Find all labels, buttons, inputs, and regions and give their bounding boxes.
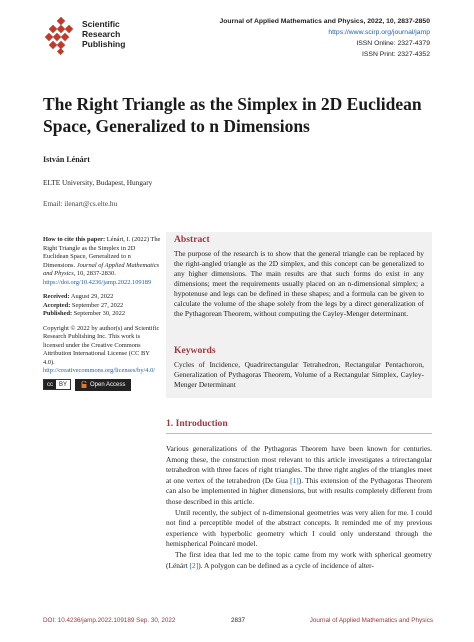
paper-title: The Right Triangle as the Simplex in 2D Euclidean Space, Generalized to n Dimensions: [43, 94, 422, 136]
footer-journal: Journal of Applied Mathematics and Physics: [309, 617, 433, 624]
keywords-heading: Keywords: [174, 345, 216, 356]
cc-by-badge[interactable]: [43, 379, 71, 390]
cite-doi-link[interactable]: https://doi.org/10.4236/jamp.2022.109189: [43, 278, 152, 286]
keywords-box: [166, 343, 432, 398]
open-lock-icon: [81, 381, 87, 388]
cite-label: How to cite this paper:: [43, 236, 106, 243]
cite-text: Lénárt, I. (2022) The Right Triangle as the Simplex in 2D Euclidean Space, Generalized to n Dimensions.: [43, 236, 161, 269]
by-icon: BY: [59, 381, 68, 388]
journal-info: [219, 16, 430, 60]
issn-print: ISSN Print: 2327-4352: [361, 51, 430, 58]
cc-icon: cc: [44, 380, 56, 389]
intro-p3-text-a: The first idea that led me to the topic came from my work with spherical geometry (Lénárt: [166, 549, 432, 570]
cite-journal: Journal of Applied Mathematics and Physics: [43, 261, 160, 277]
introduction-section: [166, 418, 432, 571]
accepted-label: Accepted:: [43, 301, 71, 309]
dates-block: [43, 293, 161, 319]
page-header: [0, 0, 474, 80]
copyright-text: Copyright © 2022 by author(s) and Scientific Research Publishing Inc. This work is licensed under the Creative Commons Attribution International License (CC BY 4.0).: [43, 324, 160, 366]
received-label: Received:: [43, 293, 70, 300]
abstract-text: The purpose of the research is to show that the general triangle can be replaced by the right-angled triangle as the 2D simplex, and this concept can be generalized to any higher dimensions. The main results are that such forms do exist in any dimensions; meet the requirements usually placed on an n-dimensional simplex; a hypotenuse and legs can be defined in these shapes; and a formula can be given to calculate the volume of the shape solely from the legs by a direct generalization of the Pythagorean Theorem, without computing the Cayley-Menger determinant.: [174, 249, 424, 318]
introduction-heading: 1. Introduction: [166, 418, 432, 434]
received-date: August 29, 2022: [69, 293, 114, 300]
publisher-line: Research: [82, 29, 121, 39]
journal-reference: Journal of Applied Mathematics and Physics, 2022, 10, 2837-2850: [219, 18, 430, 25]
author-email[interactable]: Email: ilenart@cs.elte.hu: [43, 199, 118, 208]
author-affiliation: ELTE University, Budapest, Hungary: [43, 178, 153, 187]
license-link[interactable]: http://creativecommons.org/licenses/by/4.0/: [43, 367, 156, 374]
published-date: September 30, 2022: [72, 310, 126, 317]
keywords-text: Cycles of Incidence, Quadrirectangular Tetrahedron, Rectangular Pentachoron, Generalization of Pythagoras Theorem, Volume of a Rectangular Simplex, Cayley-Menger Determinant: [174, 360, 424, 389]
intro-p3-text-b: ). A polygon can be defined as a cycle of incidence of alter-: [198, 560, 374, 570]
footer-doi: DOI: 10.4236/jamp.2022.109189 Sep. 30, 2022: [43, 617, 176, 624]
citation-link[interactable]: [1]: [290, 475, 299, 485]
citation-block: [43, 236, 161, 287]
issn-online: ISSN Online: 2327-4379: [356, 40, 430, 47]
accepted-date: September 27, 2022: [70, 301, 124, 309]
abstract-heading: Abstract: [174, 234, 210, 245]
intro-p1-text-a: Various generalizations of the Pythagoras Theorem have been known for centuries. Among these, the construction most relevant to this article investigates a trirectangular tetrahedron with three faces of right triangles. The three right angles of the triangles meet at one vertex of the tetrahedron (De Gua: [166, 444, 432, 485]
copyright-block: [43, 325, 161, 376]
open-access-badge: [75, 379, 131, 392]
publisher-line: Publishing: [82, 39, 126, 49]
intro-paragraph: [166, 444, 432, 508]
publisher-logo-icon: [44, 16, 80, 56]
intro-paragraph: Until recently, the subject of n-dimensional geometries was very alien for me. I could not find a perceptible model of the abstract concepts. It reminded me of my previous experience with hyperbolic geometry which I could only understand through the hemispherical Poincaré model.: [166, 507, 432, 549]
cite-volume: , 10, 2837-2830.: [73, 270, 116, 277]
intro-paragraph: [166, 550, 432, 571]
page-number: 2837: [231, 617, 246, 624]
published-label: Published:: [43, 310, 73, 317]
license-badges: [43, 379, 161, 392]
publisher-name: [82, 19, 125, 49]
journal-url-link[interactable]: https://www.scirp.org/journal/jamp: [328, 29, 430, 36]
sidebar-info: [43, 236, 161, 391]
open-access-label: Open Access: [90, 381, 126, 388]
publisher-line: Scientific: [82, 19, 120, 29]
intro-p1-text-b: ). This extension of the Pythagoras Theorem can also be implemented in higher dimensions, but with results completely different from those described in this article.: [166, 475, 432, 506]
citation-link[interactable]: [2]: [189, 560, 199, 570]
author-name: István Lénárt: [43, 155, 90, 164]
